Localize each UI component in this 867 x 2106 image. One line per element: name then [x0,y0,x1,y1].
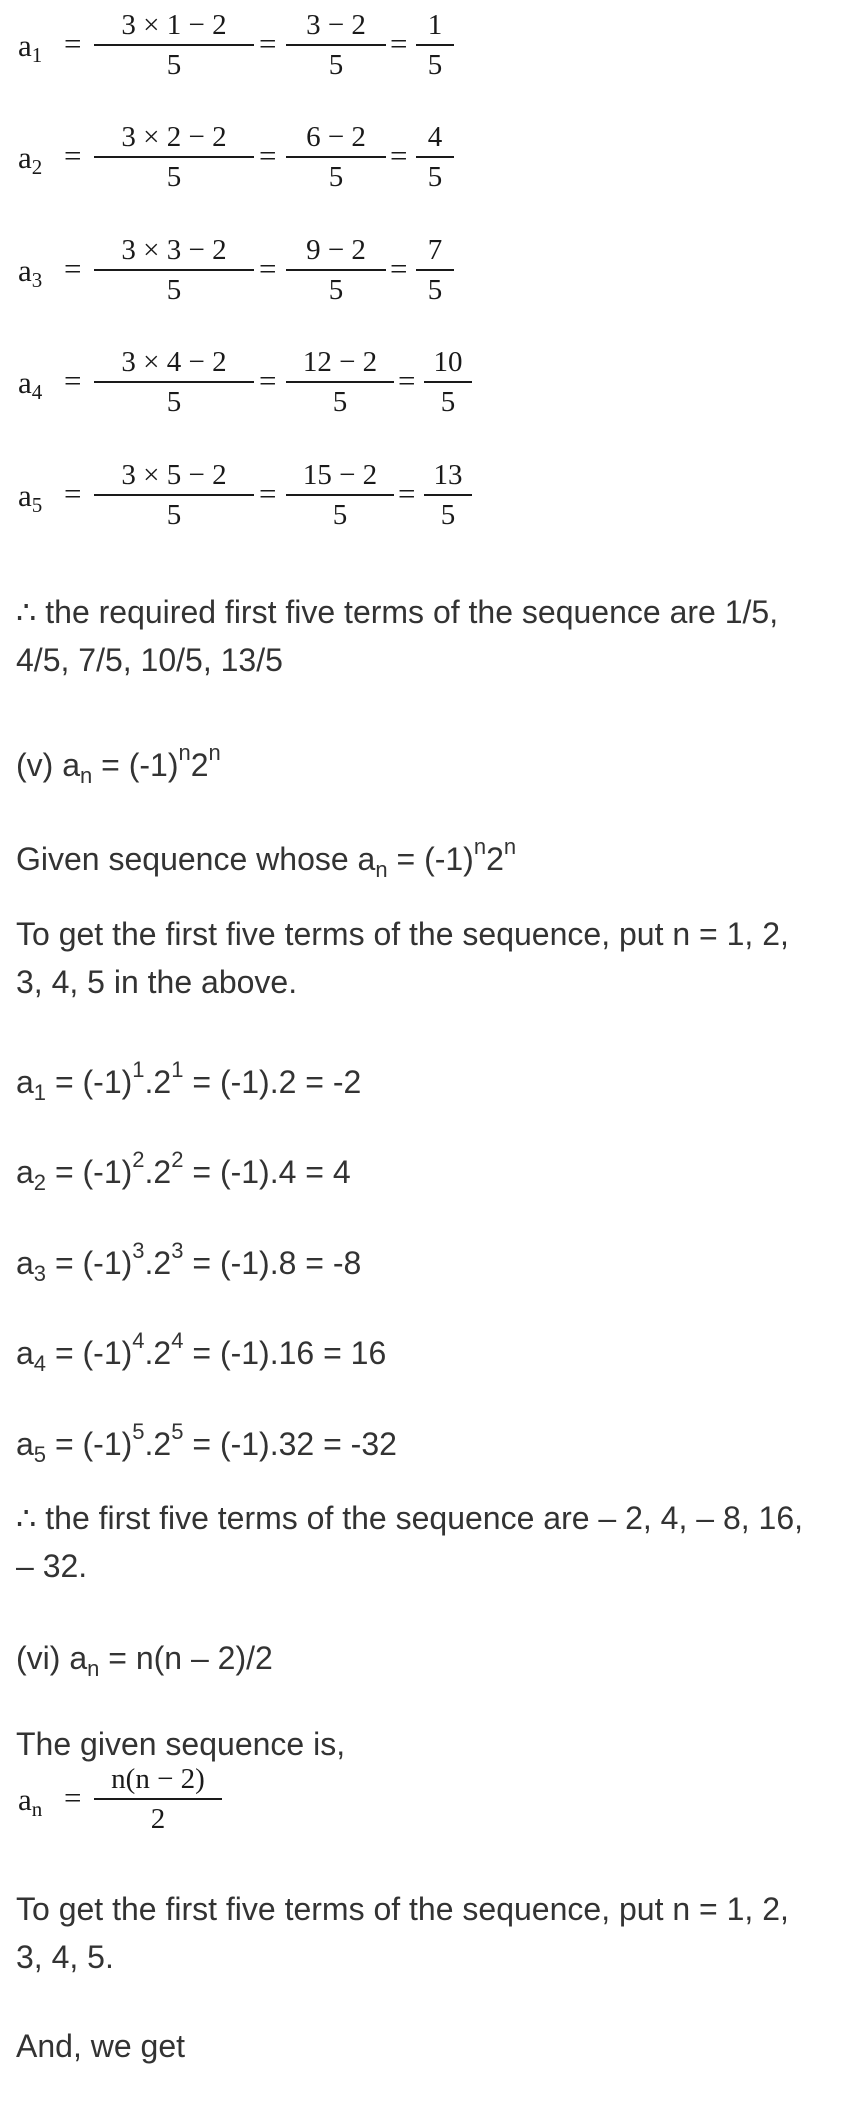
fraction [94,456,254,534]
denominator: 5 [440,499,456,531]
fraction [94,118,254,196]
given-sequence-text: Given sequence whose $a_n = (-1)^n2^n$ [16,834,517,882]
given-sequence-label: The given sequence is, [16,1726,346,1762]
equals-sign: = [259,363,277,398]
term-line: $a_2 = (-1)^2.2^2 = (-1).4 = 4$ [16,1147,351,1195]
equals-sign: = [64,363,82,398]
fraction [286,6,386,84]
fraction [424,456,472,534]
numerator: 3 × 5 − 2 [121,459,227,491]
numerator: 3 × 4 − 2 [121,346,227,378]
fraction-row [16,118,496,202]
numerator: n(n − 2) [111,1763,205,1795]
term-var: $a_1$ [18,28,43,67]
fraction [286,456,394,534]
denominator: 5 [440,386,456,418]
denominator: 5 [328,161,344,193]
equals-sign: = [64,251,82,286]
term-line: $a_5 = (-1)^5.2^5 = (-1).32 = -32$ [16,1419,397,1467]
denominator: 5 [166,499,182,531]
numerator: 15 − 2 [302,459,378,491]
equals-sign: = [259,476,277,511]
fraction [94,1760,222,1838]
equals-sign: = [259,26,277,61]
equals-sign: = [398,476,416,511]
fraction [94,231,254,309]
fraction-row [16,231,496,315]
term-var: $a_4$ [18,365,43,404]
denominator: 2 [150,1803,166,1835]
numerator: 13 [433,459,463,491]
equals-sign: = [259,138,277,173]
numerator: 9 − 2 [306,234,366,266]
denominator: 5 [427,161,443,193]
equals-sign: = [64,1780,82,1815]
term-var: $a_2$ [18,140,43,179]
equals-sign: = [259,251,277,286]
equals-sign: = [64,26,82,61]
numerator: 4 [427,121,443,153]
fraction [424,343,472,421]
fraction [94,6,254,84]
numerator: 1 [427,9,443,41]
fraction [286,118,386,196]
denominator: 5 [332,499,348,531]
part-v-heading: (v) $a_n = (-1)^n2^n$ [16,740,221,788]
formula-an [16,1760,256,1844]
fraction [286,231,386,309]
numerator: 3 × 1 − 2 [121,9,227,41]
equals-sign: = [398,363,416,398]
equals-sign: = [390,138,408,173]
fraction-row [16,6,496,90]
fraction [94,343,254,421]
numerator: 10 [433,346,463,378]
fraction [286,343,394,421]
denominator: 5 [427,49,443,81]
denominator: 5 [166,161,182,193]
fraction [416,6,454,84]
term-line: $a_3 = (-1)^3.2^3 = (-1).8 = -8$ [16,1238,362,1286]
numerator: 3 − 2 [306,9,366,41]
fraction [416,118,454,196]
equals-sign: = [390,251,408,286]
denominator: 5 [328,49,344,81]
denominator: 5 [166,274,182,306]
denominator: 5 [332,386,348,418]
and-we-get-text: And, we get [16,2028,185,2064]
term-line: $a_4 = (-1)^4.2^4 = (-1).16 = 16$ [16,1328,387,1376]
fraction-row [16,456,496,540]
term-var: $a_5$ [18,478,43,517]
fraction [416,231,454,309]
conclusion-text: ∴ the first five terms of the sequence are – 2, 4, – 8, 16, – 32. [16,1500,803,1584]
equals-sign: = [64,476,82,511]
instruction-text: To get the first five terms of the sequence, put n = 1, 2, 3, 4, 5. [16,1891,789,1975]
instruction-text: To get the first five terms of the sequence, put n = 1, 2, 3, 4, 5 in the above. [16,916,789,1000]
term-line: $a_1 = (-1)^1.2^1 = (-1).2 = -2$ [16,1057,362,1105]
denominator: 5 [328,274,344,306]
term-var: $a_n$ [18,1782,43,1821]
numerator: 7 [427,234,443,266]
denominator: 5 [427,274,443,306]
fraction-row [16,343,496,427]
numerator: 3 × 3 − 2 [121,234,227,266]
denominator: 5 [166,49,182,81]
numerator: 6 − 2 [306,121,366,153]
numerator: 12 − 2 [302,346,378,378]
conclusion-text: ∴ the required first five terms of the sequence are 1/5, 4/5, 7/5, 10/5, 13/5 [16,594,779,678]
numerator: 3 × 2 − 2 [121,121,227,153]
equals-sign: = [64,138,82,173]
part-vi-heading: (vi) $a_n = n(n - 2)/2$ [16,1640,273,1681]
denominator: 5 [166,386,182,418]
equals-sign: = [390,26,408,61]
term-var: $a_3$ [18,253,43,292]
